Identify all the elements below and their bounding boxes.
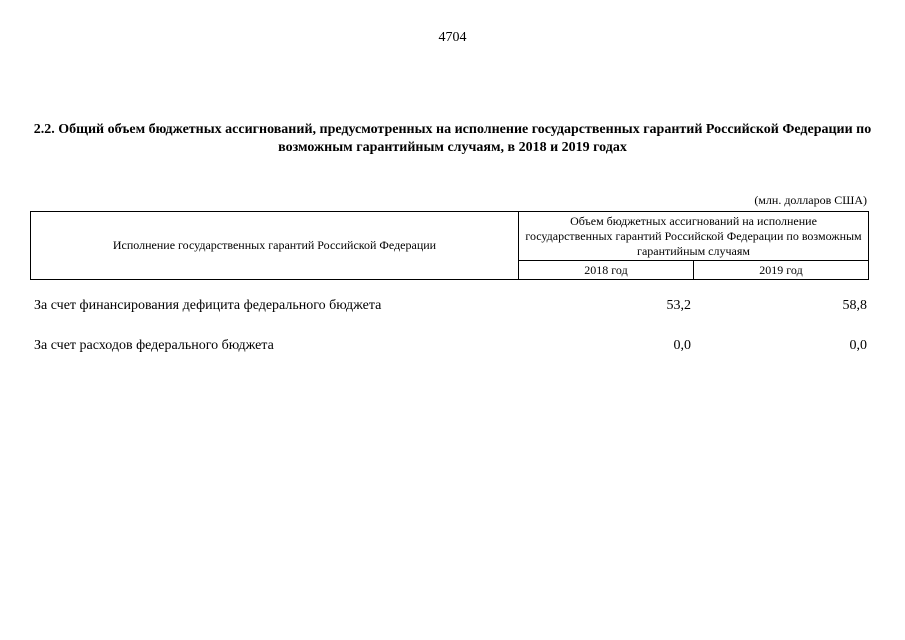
header-group-column: Объем бюджетных ассигнований на исполнение государственных гарантий Российской Федерации по возможным гарантийным случаям [519,212,869,261]
row-value-2019: 0,0 [849,338,867,353]
row-label: За счет финансирования дефицита федерального бюджета [34,298,382,313]
units-label: (млн. долларов США) [754,193,867,207]
header-year-2018: 2018 год [519,261,694,280]
page-number: 4704 [438,30,467,45]
table-row [30,338,869,358]
header-name-column: Исполнение государственных гарантий Российской Федерации [31,212,519,280]
row-value-2018: 53,2 [666,298,691,313]
table-row [30,298,869,318]
row-label: За счет расходов федерального бюджета [34,338,274,353]
row-value-2019: 58,8 [842,298,867,313]
table-header [30,211,869,280]
section-title: 2.2. Общий объем бюджетных ассигнований, предусмотренных на исполнение государственных гарантий Российской Федерации по возможным гарантийным случаям, в 2018 и 2019 годах [33,122,872,155]
header-year-2019: 2019 год [694,261,869,280]
row-value-2018: 0,0 [673,338,691,353]
